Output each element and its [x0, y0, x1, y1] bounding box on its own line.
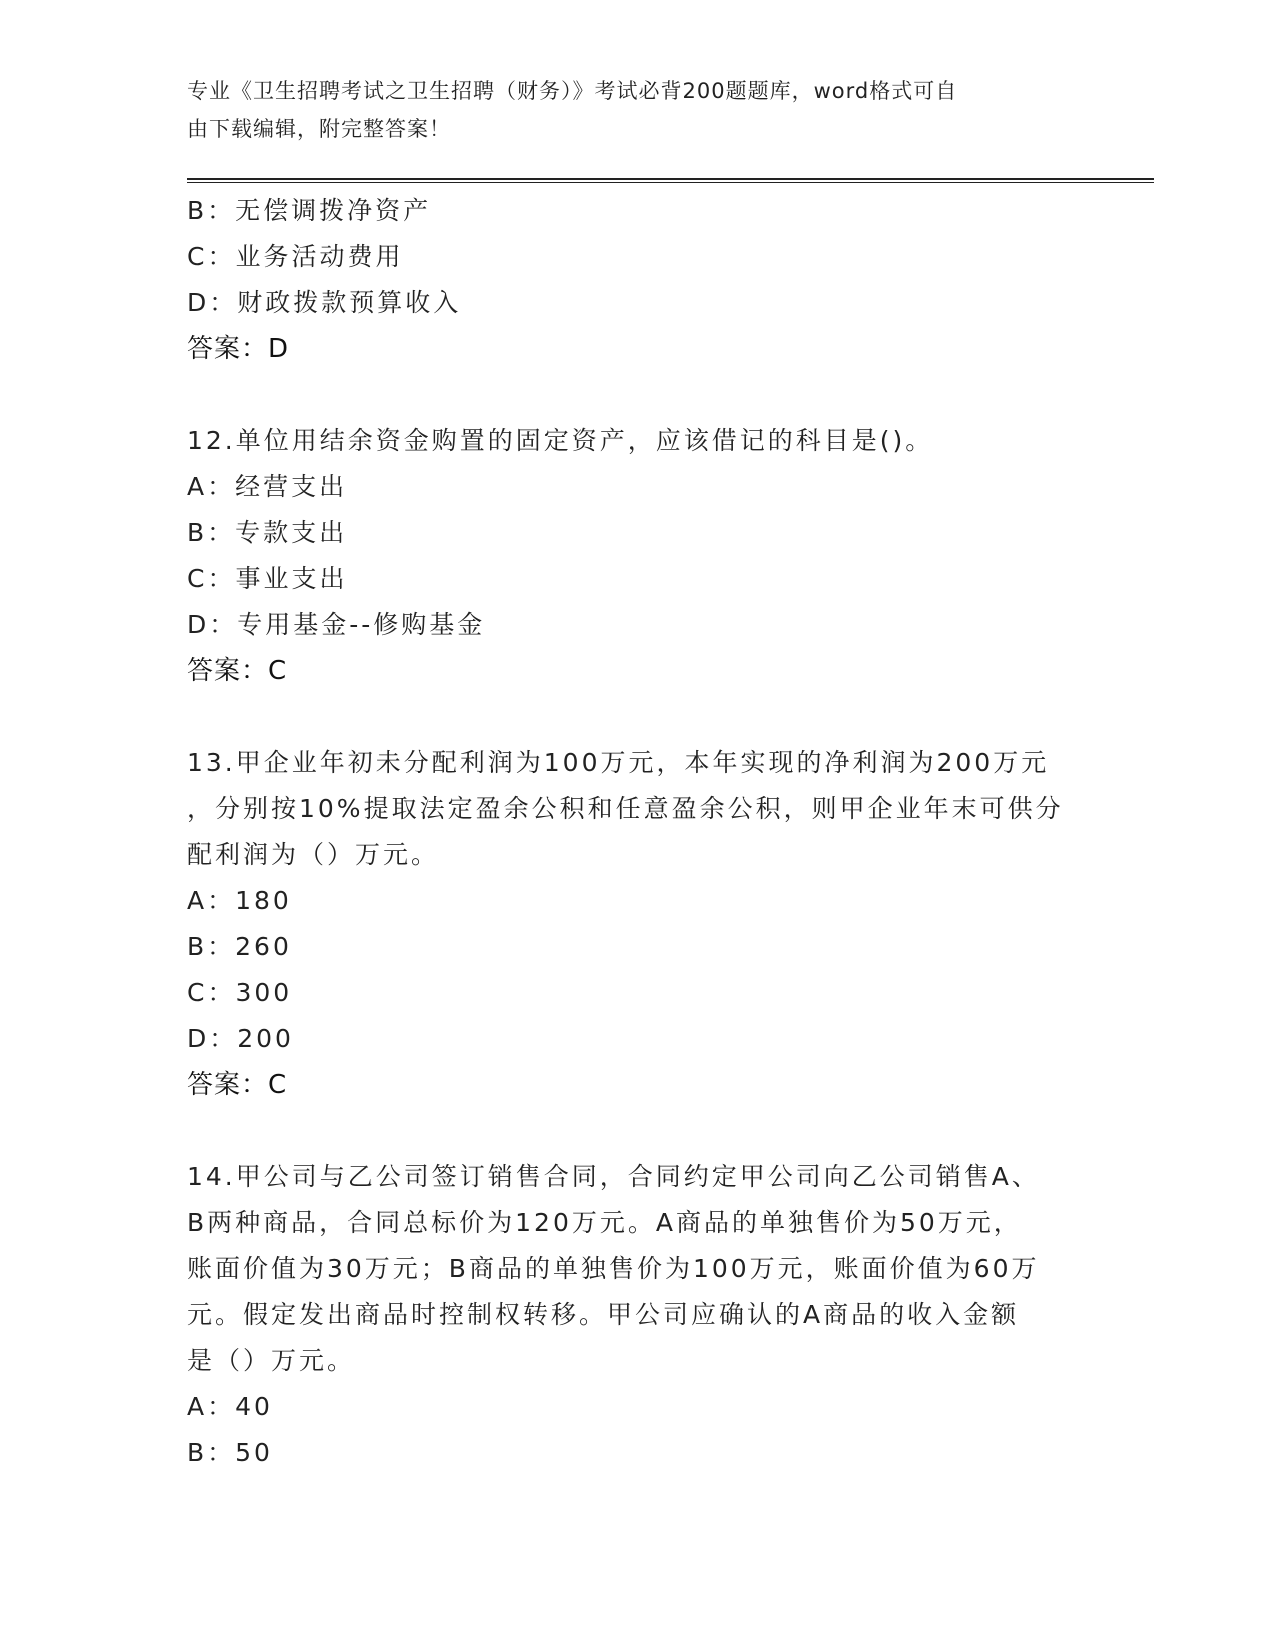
option-d: D：专用基金--修购基金 [187, 610, 486, 639]
question-stem: 12.单位用结余资金购置的固定资产，应该借记的科目是()。 [187, 426, 934, 455]
option-c: C：300 [187, 978, 293, 1007]
answer: 答案：D [187, 334, 290, 364]
option-c: C：业务活动费用 [187, 242, 404, 271]
option-d: D：财政拨款预算收入 [187, 288, 462, 317]
question-stem-line-1: 13.甲企业年初未分配利润为100万元，本年实现的净利润为200万元 [187, 748, 1050, 777]
option-b: B：专款支出 [187, 518, 348, 547]
option-a: A：经营支出 [187, 472, 348, 501]
question-11-tail [187, 188, 1087, 372]
option-a: A：40 [187, 1392, 273, 1421]
question-12 [187, 418, 1087, 694]
header-line-2: 由下载编辑，附完整答案！ [187, 117, 451, 141]
header-divider [187, 178, 1154, 183]
document-header [187, 72, 1067, 148]
question-list [187, 188, 1087, 1476]
option-c: C：事业支出 [187, 564, 348, 593]
question-stem-line-5: 是（）万元。 [187, 1346, 356, 1375]
question-stem-line-2: ，分别按10%提取法定盈余公积和任意盈余公积，则甲企业年末可供分 [187, 794, 1064, 823]
option-b: B：260 [187, 932, 292, 961]
question-stem-line-4: 元。假定发出商品时控制权转移。甲公司应确认的A商品的收入金额 [187, 1300, 1020, 1329]
answer: 答案：C [187, 1070, 288, 1100]
option-a: A：180 [187, 886, 292, 915]
option-b: B：50 [187, 1438, 273, 1467]
question-14 [187, 1154, 1087, 1476]
question-stem-line-3: 配利润为（）万元。 [187, 840, 440, 869]
question-stem-line-2: B两种商品，合同总标价为120万元。A商品的单独售价为50万元， [187, 1208, 1022, 1237]
question-stem-line-3: 账面价值为30万元；B商品的单独售价为100万元，账面价值为60万 [187, 1254, 1040, 1283]
answer: 答案：C [187, 656, 288, 686]
question-13 [187, 740, 1087, 1108]
option-b: B：无偿调拨净资产 [187, 196, 432, 225]
option-d: D：200 [187, 1024, 294, 1053]
question-stem-line-1: 14.甲公司与乙公司签订销售合同，合同约定甲公司向乙公司销售A、 [187, 1162, 1040, 1191]
header-line-1: 专业《卫生招聘考试之卫生招聘（财务）》考试必背200题题库，word格式可自 [187, 79, 958, 103]
